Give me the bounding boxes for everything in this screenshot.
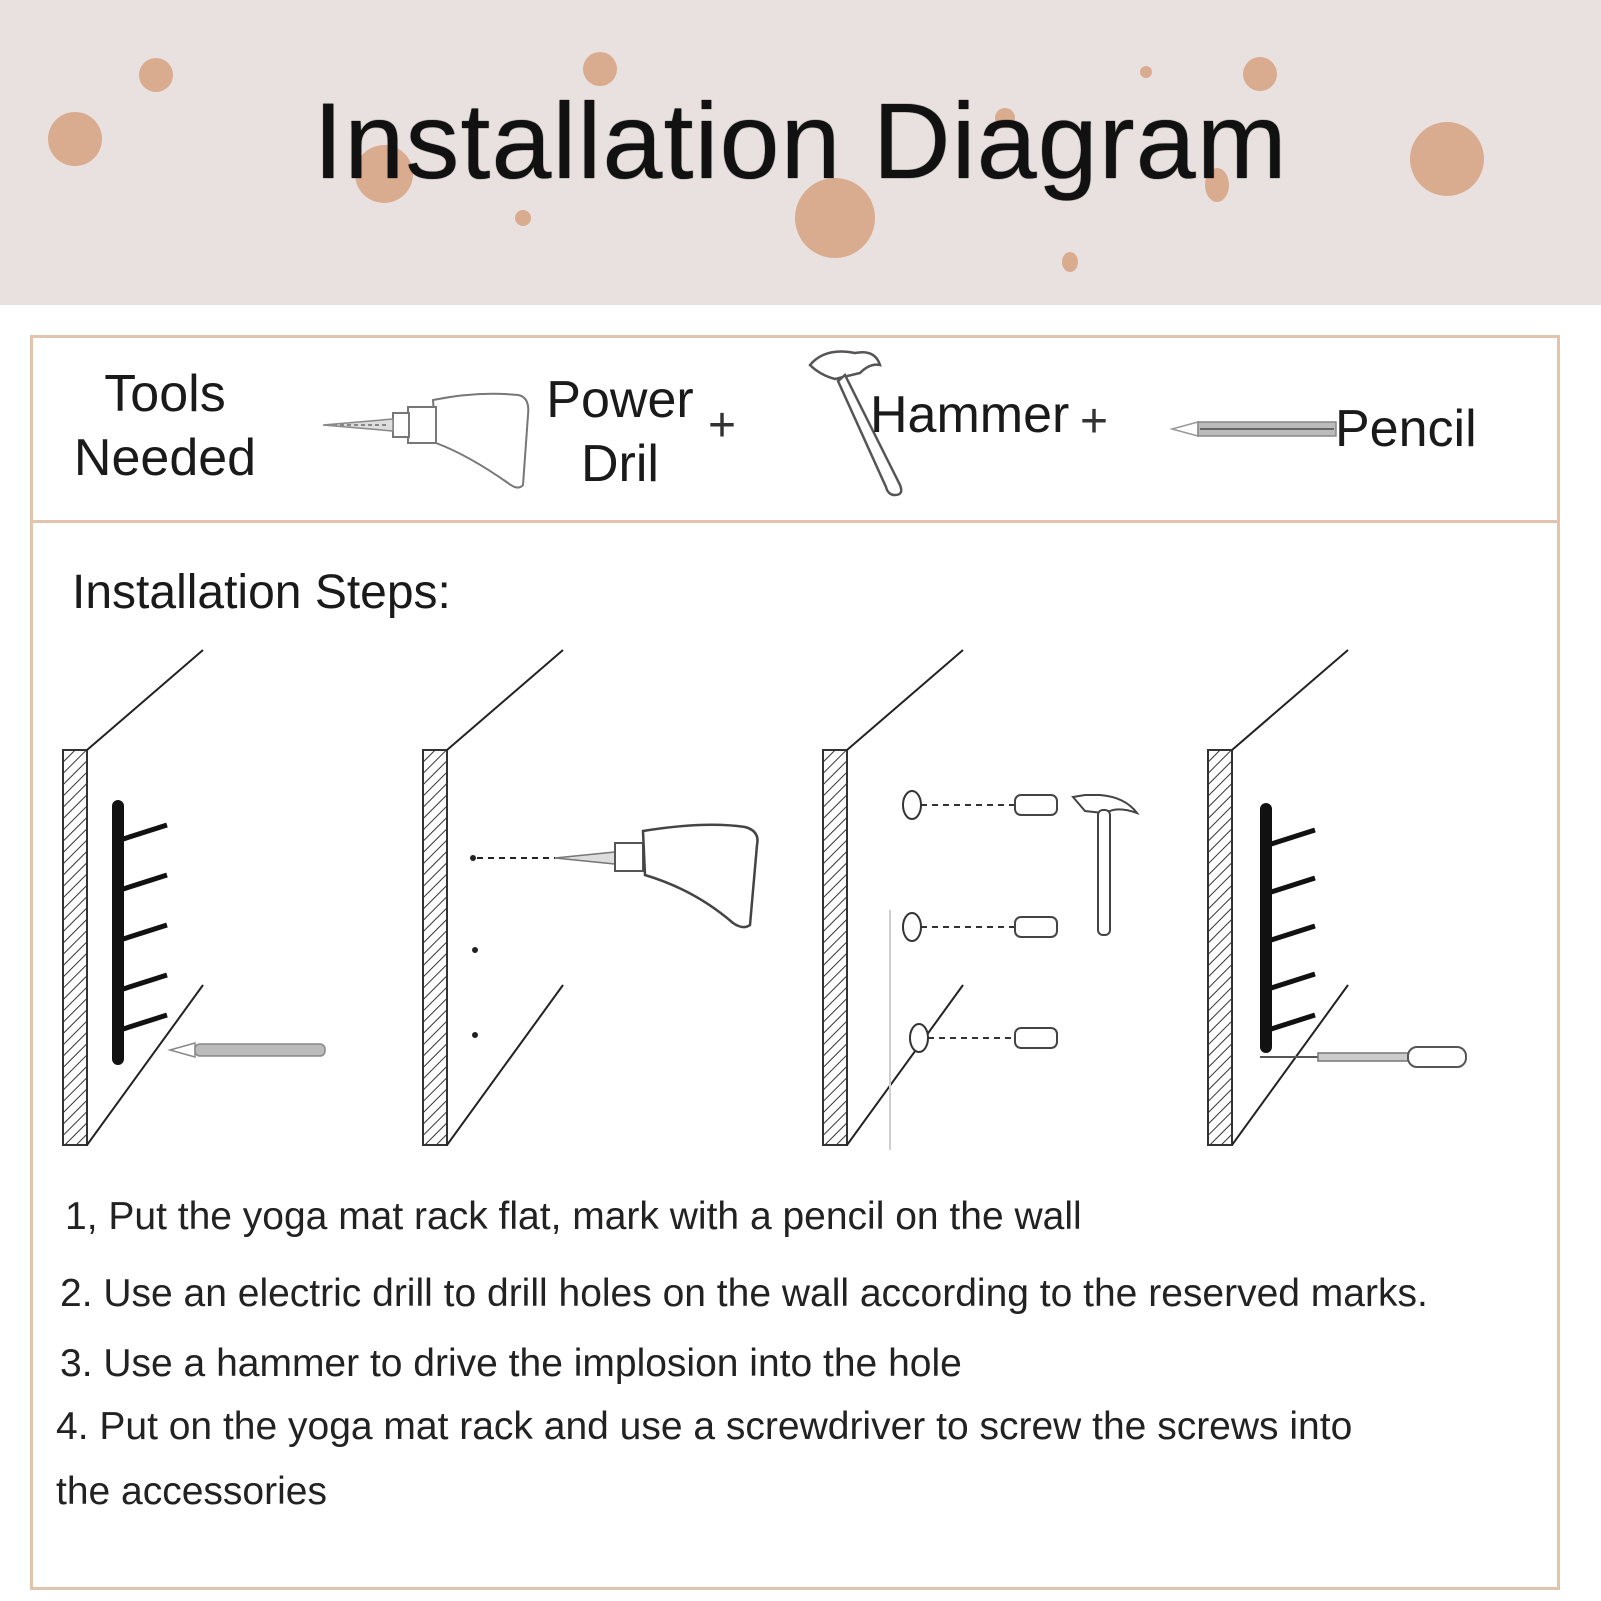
step-1-text: 1, Put the yoga mat rack flat, mark with a pencil on the wall bbox=[65, 1195, 1082, 1238]
page-title: Installation Diagram bbox=[313, 80, 1288, 201]
plus-sign: + bbox=[1080, 395, 1109, 448]
tool-label-line1: Power bbox=[546, 371, 694, 429]
decor-dot bbox=[1062, 252, 1078, 272]
step-3-illustration bbox=[815, 645, 1165, 1155]
tools-heading-line1: Tools bbox=[104, 365, 226, 423]
pencil-icon bbox=[1170, 418, 1340, 440]
divider bbox=[30, 520, 1560, 523]
decor-dot bbox=[1140, 66, 1152, 78]
tool-power-drill-label bbox=[535, 368, 705, 496]
step-4-text-continued: the accessories bbox=[56, 1470, 327, 1513]
tools-heading-line2: Needed bbox=[73, 429, 257, 487]
steps-heading: Installation Steps: bbox=[72, 566, 451, 619]
power-drill-icon bbox=[318, 385, 538, 495]
plus-sign: + bbox=[708, 399, 737, 452]
step-3-text: 3. Use a hammer to drive the implosion into the hole bbox=[60, 1342, 962, 1385]
step-2-text: 2. Use an electric drill to drill holes on the wall according to the reserved marks. bbox=[60, 1272, 1428, 1315]
step-2-illustration bbox=[415, 645, 775, 1155]
step-4-text: 4. Put on the yoga mat rack and use a screwdriver to screw the screws into bbox=[56, 1405, 1353, 1448]
header-banner bbox=[0, 0, 1601, 305]
tool-label-line2: Dril bbox=[581, 435, 659, 493]
tool-pencil-label: Pencil bbox=[1335, 400, 1477, 458]
step-4-illustration bbox=[1200, 645, 1490, 1155]
step-1-illustration bbox=[55, 645, 345, 1155]
tools-heading bbox=[60, 362, 270, 490]
tool-hammer-label: Hammer bbox=[870, 386, 1070, 444]
decor-dot bbox=[515, 210, 531, 226]
